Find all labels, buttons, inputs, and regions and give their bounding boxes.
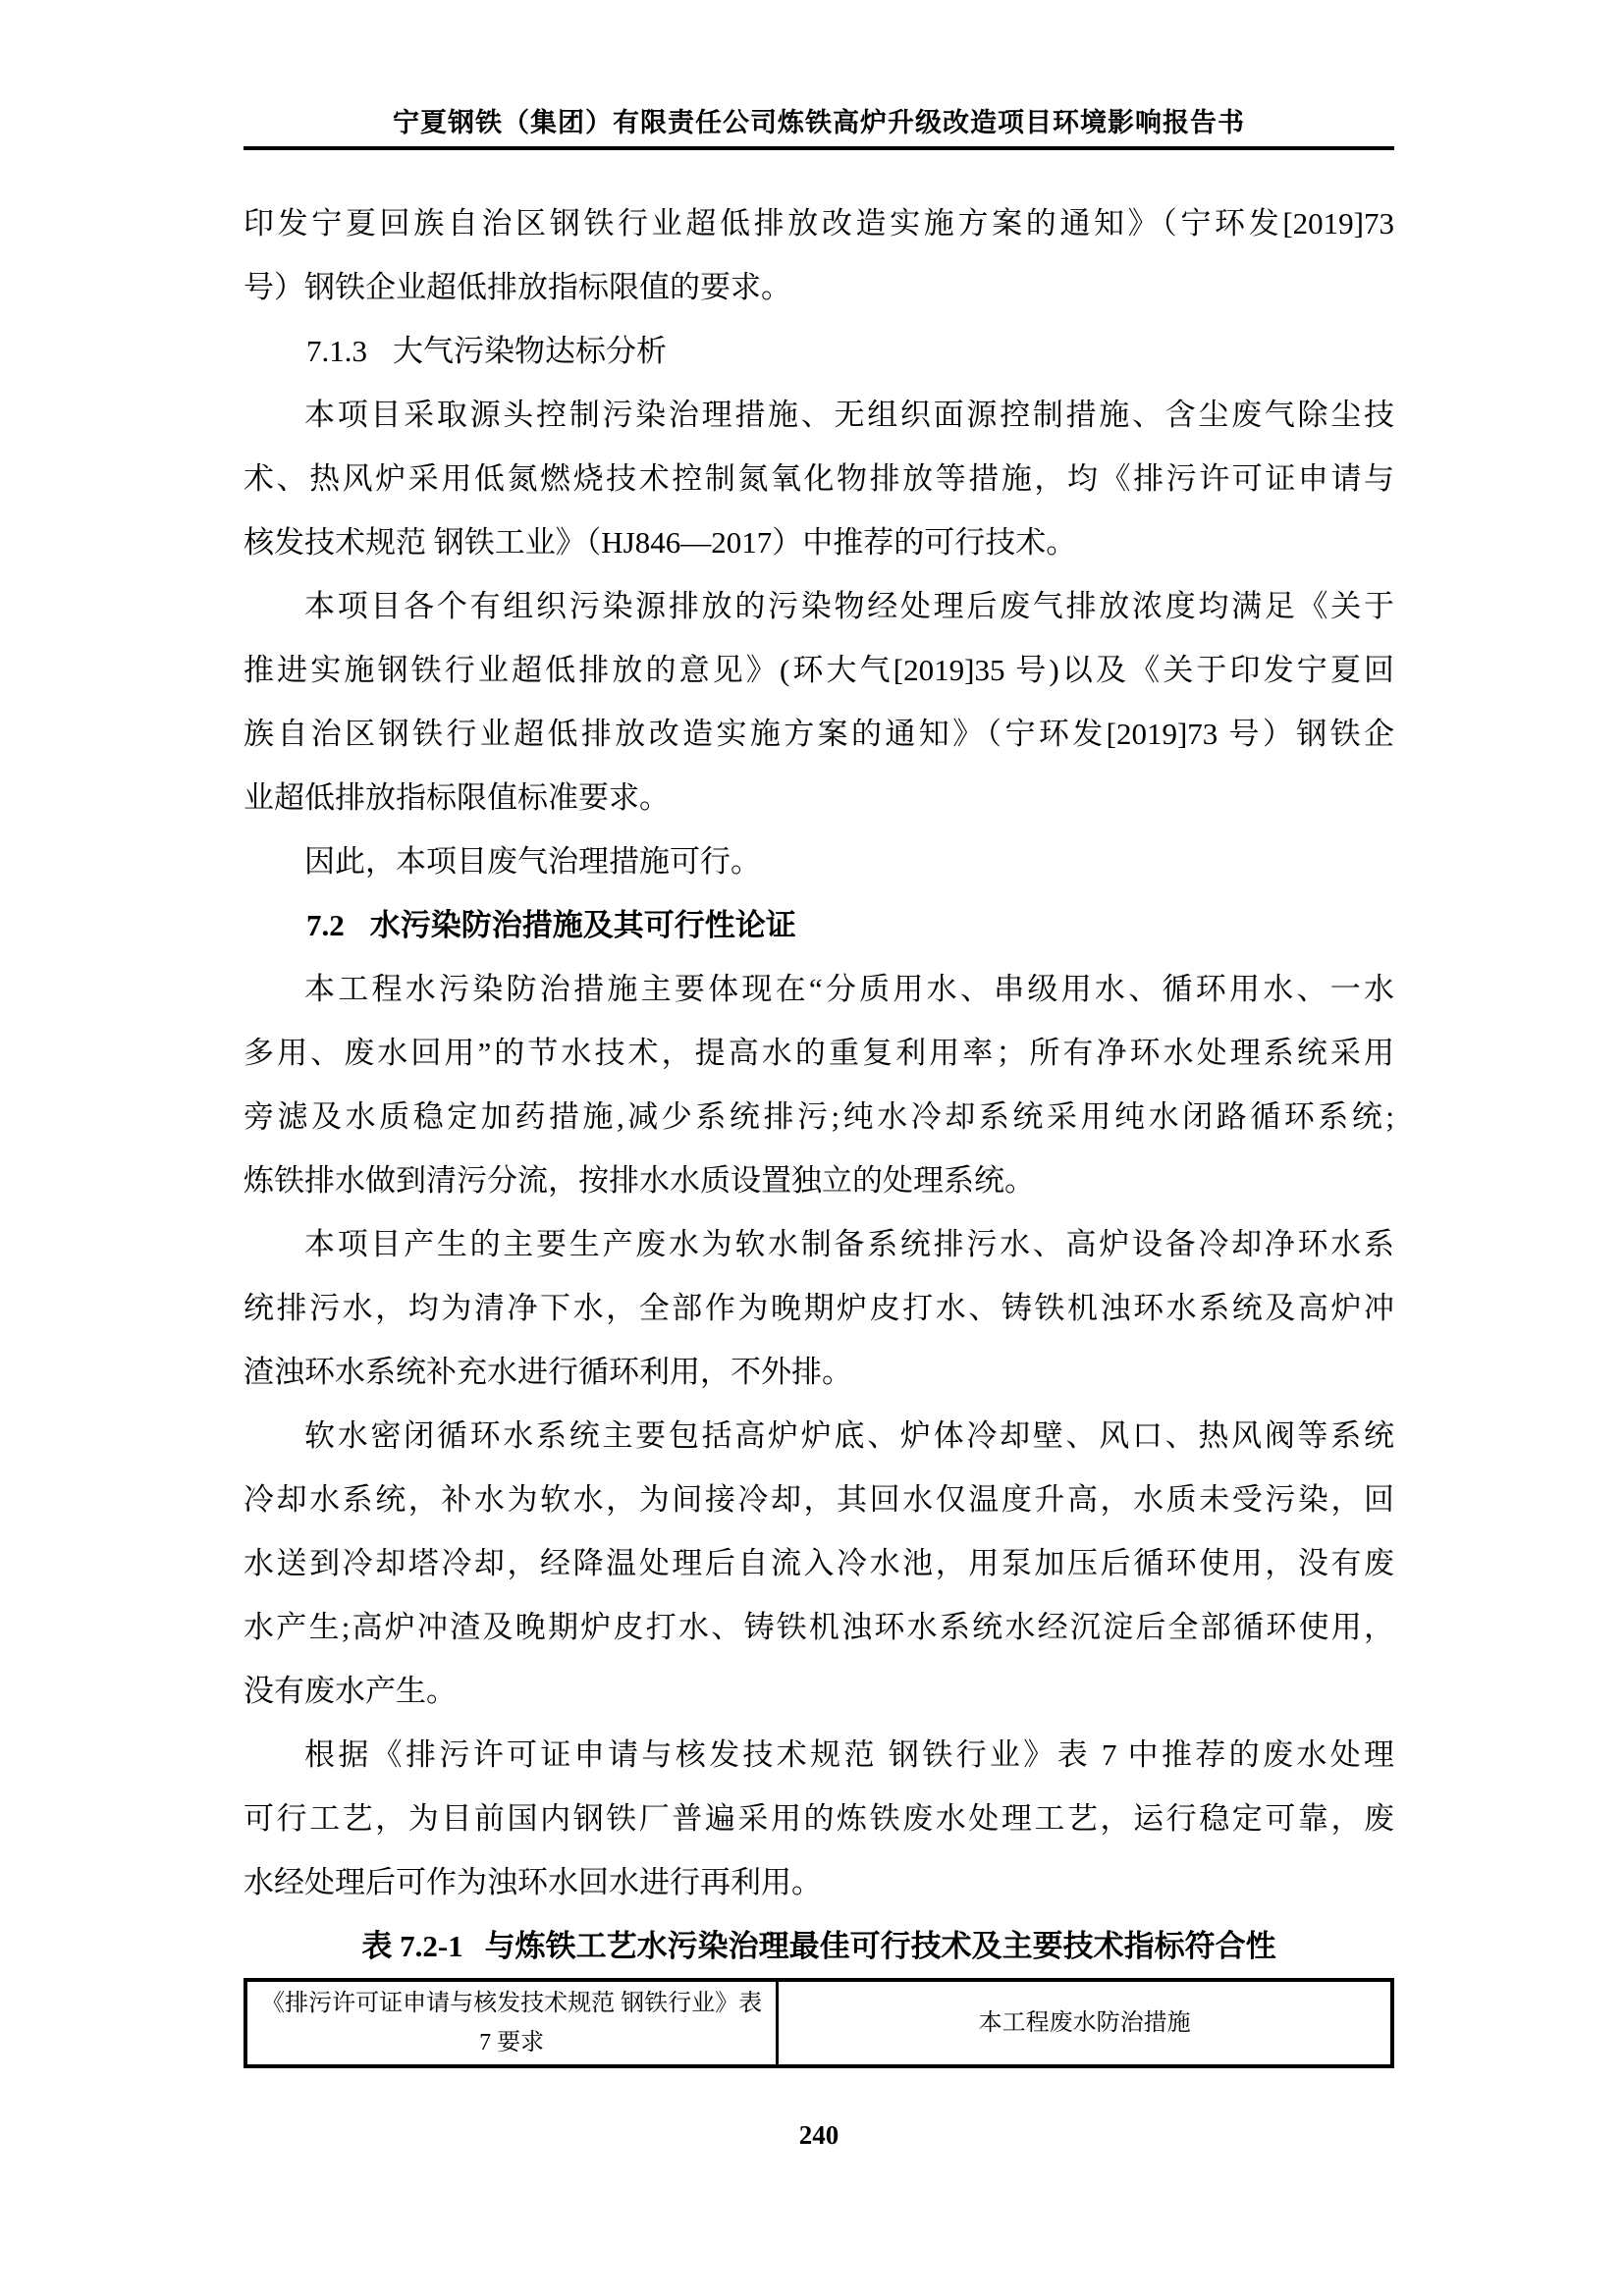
paragraph xyxy=(244,1404,1394,1723)
page-content xyxy=(244,0,1394,2068)
text-line: 多用、废水回用”的节水技术，提高水的重复利用率；所有净环水处理系统采用 xyxy=(244,1036,1394,1070)
text-line: 本工程水污染防治措施主要体现在“分质用水、串级用水、循环用水、一水 xyxy=(304,972,1394,1006)
paragraph xyxy=(244,383,1394,574)
heading-text: 大气污染物达标分析 xyxy=(393,334,667,368)
heading-text: 水污染防治措施及其可行性论证 xyxy=(369,908,796,942)
table-caption xyxy=(244,1914,1394,1978)
heading-number: 7.2 xyxy=(306,908,345,942)
comparison-table xyxy=(244,1978,1394,2068)
text-line: 族自治区钢铁行业超低排放改造实施方案的通知》（宁环发[2019]73 号）钢铁企 xyxy=(244,717,1394,751)
paragraph xyxy=(244,957,1394,1212)
text-line: 术、热风炉采用低氮燃烧技术控制氮氧化物排放等措施，均《排污许可证申请与 xyxy=(244,461,1394,496)
header-divider-line xyxy=(244,146,1394,150)
text-line: 冷却水系统，补水为软水，为间接冷却，其回水仅温度升高，水质未受污染，回 xyxy=(244,1482,1394,1517)
text-line: 因此，本项目废气治理措施可行。 xyxy=(304,844,761,879)
text-line: 没有废水产生。 xyxy=(244,1674,457,1708)
text-line: 渣浊环水系统补充水进行循环利用，不外排。 xyxy=(244,1355,852,1389)
table-header-cell-requirements: 《排污许可证申请与核发技术规范 钢铁行业》表 7 要求 xyxy=(247,1982,779,2064)
text-line: 印发宁夏回族自治区钢铁行业超低排放改造实施方案的通知》（宁环发[2019]73 xyxy=(244,206,1394,240)
paragraph xyxy=(244,574,1394,829)
section-heading-7-1-3 xyxy=(244,319,1394,383)
table-caption-text: 与炼铁工艺水污染治理最佳可行技术及主要技术指标符合性 xyxy=(484,1929,1276,1963)
paragraph xyxy=(244,1212,1394,1404)
table-caption-label: 表 7.2-1 xyxy=(361,1929,463,1963)
text-line: 核发技术规范 钢铁工业》（HJ846—2017）中推荐的可行技术。 xyxy=(244,525,1077,560)
text-line: 旁滤及水质稳定加药措施,减少系统排污;纯水冷却系统采用纯水闭路循环系统; xyxy=(244,1099,1394,1134)
text-line: 水经处理后可作为浊环水回水进行再利用。 xyxy=(244,1865,822,1899)
page-number: 240 xyxy=(798,2120,839,2150)
text-line: 号）钢铁企业超低排放指标限值的要求。 xyxy=(244,270,791,304)
text-line: 可行工艺，为目前国内钢铁厂普遍采用的炼铁废水处理工艺，运行稳定可靠，废 xyxy=(244,1801,1394,1836)
text-line: 水产生;高炉冲渣及晚期炉皮打水、铸铁机浊环水系统水经沉淀后全部循环使用， xyxy=(244,1610,1394,1644)
text-line: 水送到冷却塔冷却，经降温处理后自流入冷水池，用泵加压后循环使用，没有废 xyxy=(244,1546,1394,1580)
paragraph xyxy=(244,829,1394,893)
text-line: 本项目采取源头控制污染治理措施、无组织面源控制措施、含尘废气除尘技 xyxy=(304,398,1394,432)
text-line: 炼铁排水做到清污分流，按排水水质设置独立的处理系统。 xyxy=(244,1163,1035,1198)
text-line: 推进实施钢铁行业超低排放的意见》(环大气[2019]35 号)以及《关于印发宁夏回 xyxy=(244,653,1394,687)
text-line: 本项目产生的主要生产废水为软水制备系统排污水、高炉设备冷却净环水系 xyxy=(304,1227,1394,1261)
heading-number: 7.1.3 xyxy=(306,334,367,368)
text-line: 软水密闭循环水系统主要包括高炉炉底、炉体冷却壁、风口、热风阀等系统 xyxy=(304,1418,1394,1453)
report-header-title: 宁夏钢铁（集团）有限责任公司炼铁高炉升级改造项目环境影响报告书 xyxy=(393,108,1245,137)
paragraph-continuation xyxy=(244,191,1394,319)
section-heading-7-2 xyxy=(244,893,1394,957)
text-line: 业超低排放指标限值标准要求。 xyxy=(244,780,670,815)
text-line: 根据《排污许可证申请与核发技术规范 钢铁行业》表 7 中推荐的废水处理 xyxy=(304,1737,1394,1772)
table-header-cell-measures: 本工程废水防治措施 xyxy=(978,2010,1191,2036)
body-text xyxy=(244,191,1394,2068)
page-header xyxy=(244,0,1394,150)
text-line: 统排污水，均为清净下水，全部作为晚期炉皮打水、铸铁机浊环水系统及高炉冲 xyxy=(244,1291,1394,1325)
paragraph xyxy=(244,1723,1394,1914)
text-line: 本项目各个有组织污染源排放的污染物经处理后废气排放浓度均满足《关于 xyxy=(304,589,1394,623)
